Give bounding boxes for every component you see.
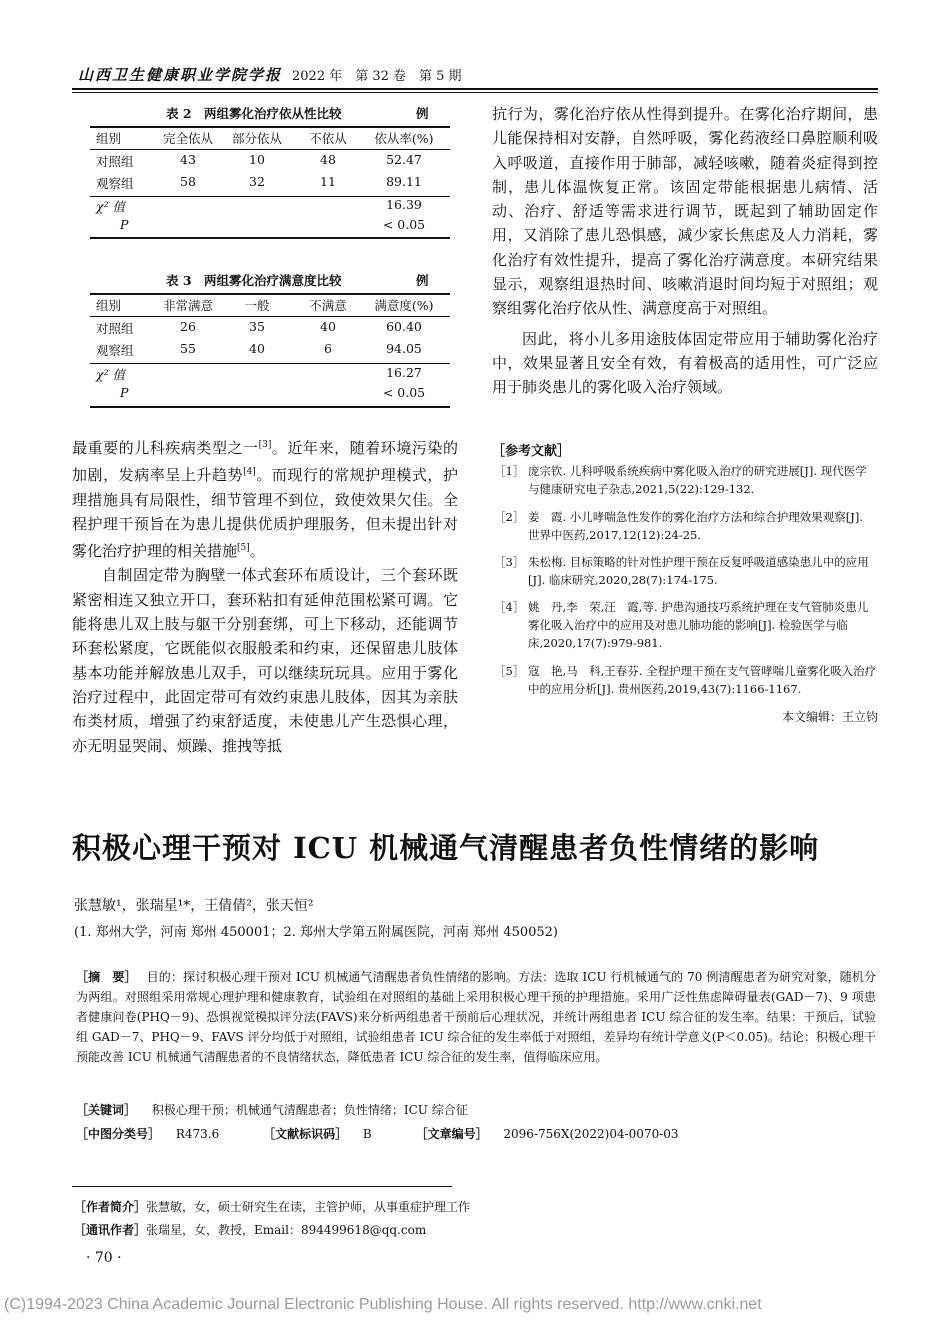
paragraph: 自制固定带为胸壁一体式套环布质设计，三个套环既紧密相连又独立开口，套环粘扣有延伸范围松紧可调。它能将患儿双上肢与躯干分别套绑，可上下移动，还能调节环套松紧度，它既能似衣服般柔和约束，还保留患儿肢体基本功能并解放患儿双手，可以继续玩玩具。应用于雾化治疗过程中，此固定带可有效约束患儿肢体，因其为亲肤布类材质，增强了约束舒适度，未使患儿产生恐惧心理，亦无明显哭闹、烦躁、推拽等抵 [72,566,458,755]
classification-line [76,1124,876,1144]
p-value: < 0.05 [382,217,426,232]
references-heading: ［参考文献］ [492,444,571,459]
table-stat-row [90,385,450,404]
table-cell: 43 [180,152,196,167]
header-cell: 部分依从 [231,131,282,146]
reference-item [492,662,878,702]
clc-value: R473.6 [175,1127,220,1141]
table-caption [90,104,450,122]
header-cell: 非常满意 [162,298,213,313]
article-no-label: ［文章编号］ [415,1127,488,1141]
table-cell: 35 [249,319,265,334]
reference-text: 姚 丹,李 荣,汪 霞,等. 护患沟通技巧系统护理在支气管肺炎患儿雾化吸入治疗中的应用及对患儿肺功能的影响[J]. 检验医学与临床,2020,17(7):979-981. [528,600,869,650]
article-no-value: 2096-756X(2022)04-0070-03 [503,1127,679,1141]
table-2-caption: 表 2 两组雾化治疗依从性比较 [166,106,342,121]
header-cell: 依从率(%) [374,131,434,146]
table-cell: 60.40 [386,319,422,334]
table-header-rule [90,149,450,150]
author-note-label: ［作者简介］ [74,1200,147,1214]
table-stat-row [90,197,450,216]
table-cell: 6 [324,341,332,356]
table-bottom-rule [90,406,450,408]
reference-item [492,598,878,658]
reference-item [492,553,878,593]
table-cell: 48 [320,152,336,167]
chi-value: 16.39 [386,197,422,212]
table-row [90,319,450,338]
corr-note-text: 张瑞星，女，教授，Email：894499618@qq.com [146,1223,427,1237]
page-number: · 70 · [86,1250,122,1266]
table-cell: 32 [249,174,265,189]
paragraph [72,433,458,563]
table-cell: 26 [180,319,196,334]
reference-text: 寇 艳,马 科,王春芬. 全程护理干预在支气管哮喘儿童雾化吸入治疗中的应用分析[J]. 贵州医药,2019,43(7):1166-1167. [528,664,877,696]
right-column-text [492,102,878,400]
reference-number: ［3］ [494,555,525,569]
chi-label: χ² 值 [96,199,126,214]
table-cell: 40 [249,341,265,356]
table-cell: 94.05 [386,341,422,356]
table-top-rule [90,293,450,295]
table-2-unit: 例 [416,106,429,121]
citation: [4] [243,467,256,478]
affiliation: (1. 郑州大学，河南 郑州 450001；2. 郑州大学第五附属医院，河南 郑州 450052) [74,925,558,940]
table-divider [90,363,450,364]
table-bottom-rule [90,237,450,239]
table-header-rule [90,316,450,317]
header-rule [72,88,878,90]
reference-text: 姜 霞. 小儿哮喘急性发作的雾化治疗方法和综合护理效果观察[J]. 世界中医药,2017,12(12):24-25. [528,510,864,542]
chi-value: 16.27 [386,365,422,380]
abstract-body: 目的：探讨积极心理干预对 ICU 机械通气清醒患者负性情绪的影响。方法：选取 ICU 行机械通气的 70 例清醒患者为研究对象，随机分为两组。对照组采用常规心理护理和健康教育，试验组在对照组的基础上采用积极心理干预的护理措施。采用广泛性焦虑障碍量表(GAD－7)、9 项患者健康问卷(PHQ－9)、恐惧视觉模拟评分法(FAVS)来分析两组患者干预前后心理状况，并统计两组患者 ICU 综合征的发生率。结果：干预后，试验组 GAD－7、PHQ－9、FAVS 评分均低于对照组，试验组患者 ICU 综合征的发生率低于对照组，差异均有统计学意义(P＜0.05)。结论：积极心理干预能改善 ICU 机械通气清醒患者的不良情绪状态，降低患者 ICU 综合征的发生率，值得临床应用。 [76,970,876,1064]
author-note-text: 张慧敏，女，硕士研究生在读，主管护师，从事重症护理工作 [146,1200,471,1214]
header-cell: 不依从 [309,131,347,146]
table-cell: 观察组 [96,343,134,358]
citation: [5] [237,543,250,554]
p-label: P [120,385,129,400]
chi-label: χ² 值 [96,367,126,382]
reference-number: ［2］ [494,510,525,524]
clc-label: ［中图分类号］ [76,1127,161,1141]
table-3 [90,271,450,405]
p-value: < 0.05 [382,385,426,400]
reference-text: 庞宗钦. 儿科呼吸系统疾病中雾化吸入治疗的研究进展[J]. 现代医学与健康研究电子杂志,2021,5(22):129-132. [528,464,867,496]
editor-note: 本文编辑：王立钧 [781,710,878,724]
left-column-text [72,433,458,758]
issue-info: 2022 年 第 32 卷 第 5 期 [292,69,462,84]
copyright-watermark: (C)1994-2023 China Academic Journal Electronic Publishing House. All rights reserved. http://www.cnki.net [4,1296,762,1313]
text-run: 最重要的儿科疾病类型之一 [72,439,259,457]
table-row [90,174,450,193]
table-header-row [90,296,450,315]
reference-item [492,508,878,548]
reference-number: ［5］ [494,664,525,678]
footnote-author [74,1198,470,1215]
header-cell: 组别 [96,298,122,313]
table-3-caption: 表 3 两组雾化治疗满意度比较 [166,273,342,288]
table-cell: 58 [180,174,196,189]
table-row [90,152,450,171]
header-cell: 完全依从 [162,131,213,146]
keywords-text: 积极心理干预；机械通气清醒患者；负性情绪；ICU 综合征 [151,1103,468,1117]
table-caption [90,271,450,289]
table-stat-row [90,217,450,236]
table-cell: 对照组 [96,321,134,336]
header-cell: 不满意 [309,298,347,313]
doc-label: ［文献标识码］ [263,1127,348,1141]
citation: [3] [258,440,272,450]
table-row [90,341,450,360]
table-header-row [90,129,450,148]
table-cell: 对照组 [96,154,134,169]
table-cell: 观察组 [96,176,134,191]
paragraph: 因此，将小儿多用途肢体固定带应用于辅助雾化治疗中，效果显著且安全有效，有着极高的适用性，可广泛应用于肺炎患儿的雾化吸入治疗领域。 [492,329,878,397]
footnote-corresponding [74,1221,426,1238]
corr-note-label: ［通讯作者］ [74,1223,147,1237]
header-cell: 组别 [96,131,122,146]
table-top-rule [90,126,450,128]
text-run: 。 [249,542,265,561]
journal-name: 山西卫生健康职业学院学报 [78,66,283,84]
keywords-label: ［关键词］ [76,1103,137,1117]
reference-text: 朱松梅. 目标策略的针对性护理干预在反复呼吸道感染患儿中的应用[J]. 临床研究,2020,28(7):174-175. [528,555,869,587]
authors: 张慧敏¹，张瑞星¹*，王倩倩²，张天恒² [74,898,314,914]
doc-value: B [362,1127,372,1141]
reference-number: ［1］ [494,464,525,478]
table-cell: 52.47 [386,152,422,167]
header-cell: 满意度(%) [374,298,434,313]
abstract [76,967,876,1067]
paragraph: 抗行为，雾化治疗依从性得到提升。在雾化治疗期间，患儿能保持相对安静，自然呼吸，雾化药液经口鼻腔顺利吸入呼吸道，直接作用于肺部，减轻咳嗽，随着炎症得到控制，患儿体温恢复正常。该固定带能根据患儿病情、活动、治疗、舒适等需求进行调节，既起到了辅助固定作用，又消除了患儿恐惧感，减少家长焦虑及人力消耗，雾化治疗有效性提升，提高了雾化治疗满意度。本研究结果显示，观察组退热时间、咳嗽消退时间均短于对照组；观察组雾化治疗依从性、满意度高于对照组。 [492,105,878,318]
table-cell: 89.11 [386,174,422,189]
keywords [76,1100,876,1120]
table-cell: 55 [180,341,196,356]
article-title: 积极心理干预对 ICU 机械通气清醒患者负性情绪的影响 [72,831,820,865]
table-cell: 11 [320,174,336,189]
text-run: 。近年来，随着环境污染的加剧，发病率呈上升趋势 [72,439,458,485]
table-2 [90,104,450,236]
reference-number: ［4］ [494,600,525,614]
p-label: P [120,217,129,232]
abstract-label: ［摘 要］ [76,970,137,984]
header-cell: 一般 [244,298,270,313]
table-stat-row [90,365,450,384]
text-run: 。而现行的常规护理模式，护理措施具有局限性，细节管理不到位，致使效果欠佳。全程护理干预旨在为患儿提供优质护理服务，但未提出针对雾化治疗护理的相关措施 [72,466,458,561]
table-3-unit: 例 [416,273,429,288]
header-rule-thin [72,92,878,93]
footnote-rule [72,1186,452,1187]
table-cell: 40 [320,319,336,334]
reference-item [492,462,878,502]
table-cell: 10 [249,152,265,167]
